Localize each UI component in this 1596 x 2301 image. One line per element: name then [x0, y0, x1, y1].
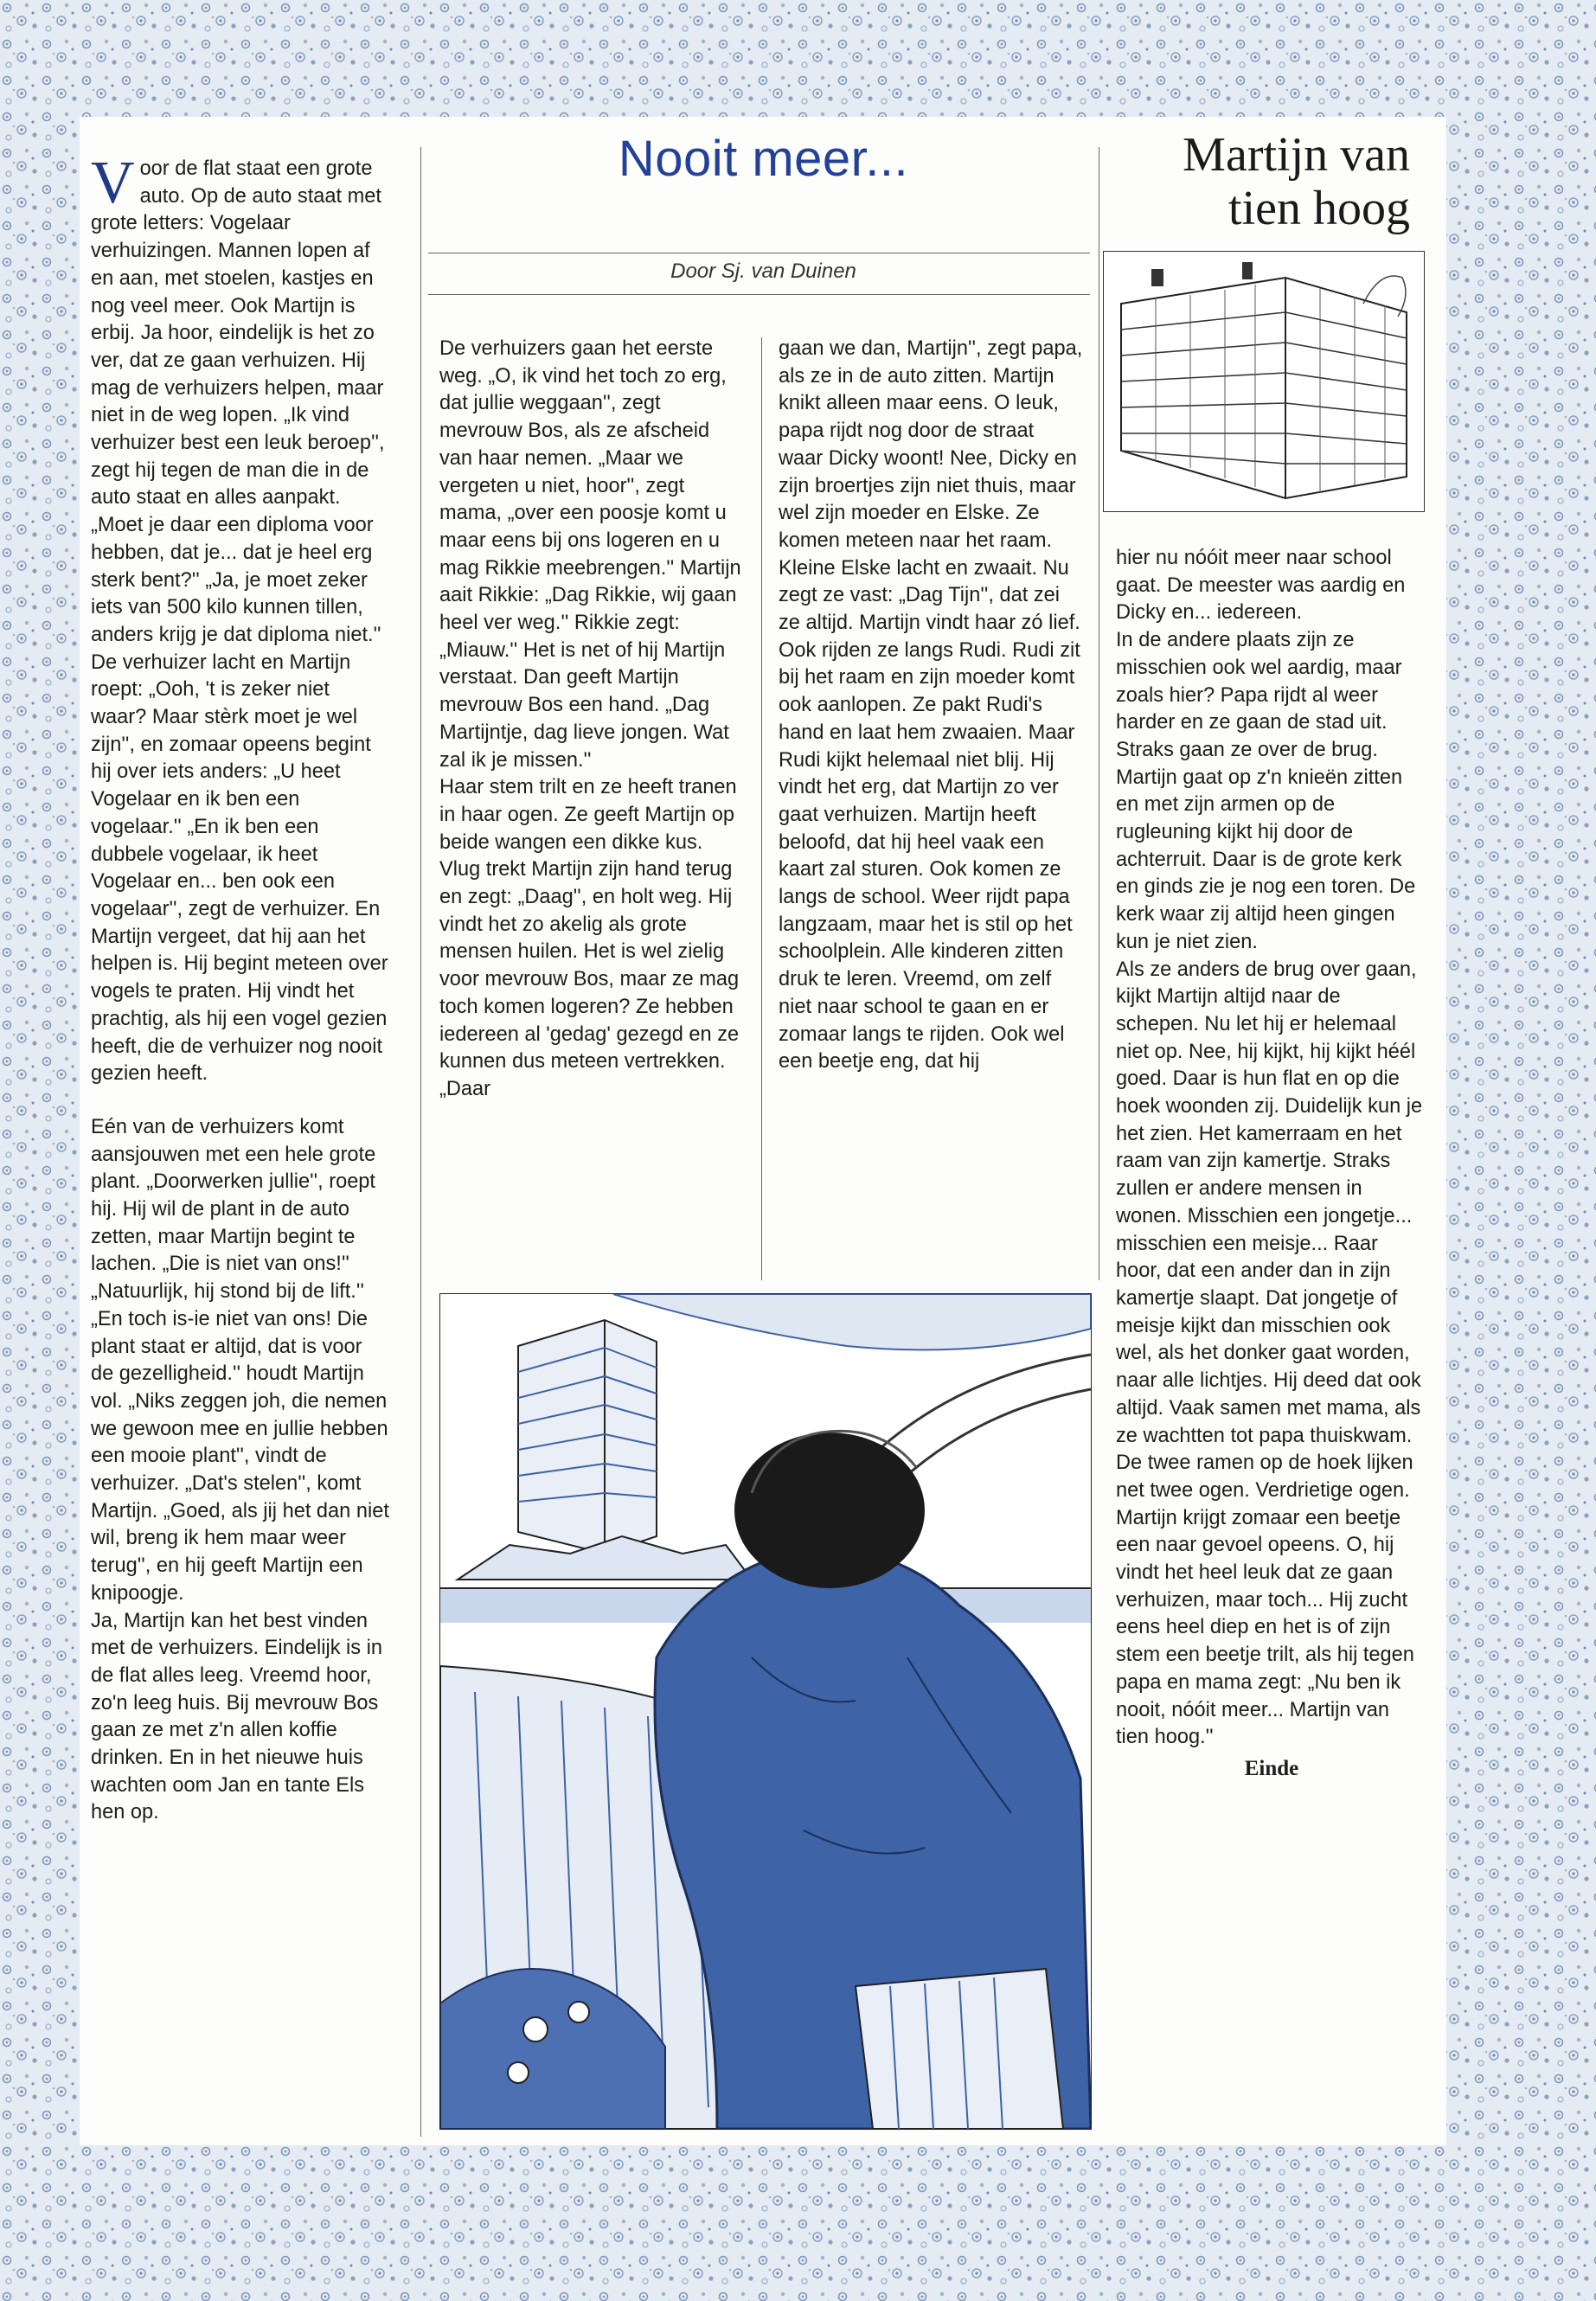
paragraph: hier nu nóóit meer naar school gaat. De meester was aardig en Dicky en... iedereen.: [1116, 547, 1406, 625]
story-title-line1: Martijn van: [1183, 128, 1410, 182]
ending-label: Einde: [1244, 1756, 1299, 1780]
column-3: [779, 336, 1083, 1076]
byline-bottom-rule: [428, 294, 1090, 295]
headline: Nooit meer...: [618, 131, 909, 187]
paragraph: gaan we dan, Martijn'', zegt papa, als ze in de auto zitten. Martijn knikt alleen maar eens. O leuk, papa rijdt nog door de straat waar Dicky woont! Nee, Dicky en zijn broertjes zijn niet thuis, maar wel zijn moeder en Elske. Ze komen meteen naar het raam. Kleine Elske lacht en zwaait. Nu zegt ze vast: „Dag Tijn'', dat zei ze altijd. Martijn vindt haar zó lief. Ook rijden ze langs Rudi. Rudi zit bij het raam en zijn moeder komt ook aanlopen. Ze pakt Rudi's hand en laat hem zwaaien. Maar Rudi kijkt helemaal niet blij. Hij vindt het erg, dat Martijn zo ver gaat verhuizen. Martijn heeft beloofd, dat hij heel vaak een kaart zal sturen. Ook komen ze langs de school. Weer rijdt papa langzaam, maar het is stil op het schoolplein. Alle kinderen zitten druk te leren. Vreemd, om zelf niet naar school te gaan en er zomaar langs te rijden. Ook wel een beetje eng, dat hij: [779, 337, 1083, 1074]
paragraph: Als ze anders de brug over gaan, kijkt Martijn altijd naar de schepen. Nu let hij er helemaal niet op. Nee, hij kijkt, hij kijkt héél goed. Daar is hun flat en op die hoek woonden zij. Duidelijk kun je het zien. Het kamerraam en het raam van zijn kamertje. Straks zullen er andere mensen in wonen. Misschien een jongetje... misschien een meisje... Raar hoor, dat een ander dan in zijn kamertje slaapt. Dat jongetje of meisje kijkt dan misschien ook wel, als het donker gaat worden, naar alle lichtjes. Hij deed dat ook altijd. Vaak samen met mama, als ze wachtten tot papa thuiskwam. De twee ramen op de hoek lijken net twee ogen. Verdrietige ogen. Martijn krijgt zomaar een beetje een naar gevoel opeens. O, hij vindt het heel leuk dat ze gaan verhuizen, maar toch... Hij zucht eens heel diep en het is of zijn stem een beetje trilt, als hij tegen papa en mama zegt: „Nu ben ik nooit, nóóit meer... Martijn van tien hoog.'': [1116, 958, 1423, 1749]
paragraph: Haar stem trilt en ze heeft tranen in haar ogen. Ze geeft Martijn op beide wangen een dikke kus. Vlug trekt Martijn zijn hand terug en zegt: „Daag'', en holt weg. Hij vindt het zo akelig als grote mensen huilen. Het is wel zielig voor mevrouw Bos, maar ze mag toch komen logeren? Ze hebben iedereen al 'gedag' gezegd en ze kunnen dus meteen vertrekken. „Daar: [439, 776, 740, 1100]
paragraph: Eén van de verhuizers komt aansjouwen met een hele grote plant. „Doorwerken jullie'', roept hij. Hij wil de plant in de auto zetten, maar Martijn begint te lachen. „Die is niet van ons!'' „Natuurlijk, hij stond bij de lift.'' „En toch is-ie niet van ons! Die plant staat er altijd, dat is voor de gezelligheid.'' houdt Martijn vol. „Niks zeggen joh, die nemen we gewoon mee en jullie hebben een mooie plant'', vindt de verhuizer. „Dat's stelen'', komt Martijn. „Goed, als jij het dan niet wil, breng ik hem maar weer terug'', en hij geeft Martijn een knipoogje.: [91, 1115, 389, 1605]
paragraph: Ja, Martijn kan het best vinden met de verhuizers. Eindelijk is in de flat alles leeg. Vreemd hoor, zo'n leeg huis. Bij mevrouw Bos gaan ze met z'n allen koffie drinken. En in het nieuwe huis wachten oom Jan en tante Els hen op.: [91, 1609, 383, 1824]
byline: Door Sj. van Duinen: [670, 260, 856, 283]
story-title: [1099, 128, 1410, 235]
column-rule-1: [420, 147, 421, 2137]
column-2: [439, 336, 742, 1104]
paragraph: In de andere plaats zijn ze misschien ook wel aardig, maar zoals hier? Papa rijdt al weer harder en ze gaan de stad uit. Straks gaan ze over de brug. Martijn gaat op z'n knieën zitten en met zijn armen op de rugleuning kijkt hij door de achterruit. Daar is de grote kerk en ginds zie je nog een toren. De kerk waar zij altijd heen gingen kun je niet zien.: [1116, 629, 1416, 953]
building-illustration: [1103, 251, 1425, 512]
drop-cap: V: [91, 150, 135, 216]
paragraph: De verhuizers gaan het eerste weg. „O, ik vind het toch zo erg, dat jullie weggaan'', zegt mevrouw Bos, als ze afscheid van haar nemen. „Maar we vergeten u niet, hoor'', zegt mama, „over een poosje komt u maar eens bij ons logeren en u mag Rikkie meebrengen.'' Martijn aait Rikkie: „Dag Rikkie, wij gaan heel ver weg.'' Rikkie zegt: „Miauw.'' Het is net of hij Martijn verstaat. Dan geeft Martijn mevrouw Bos een hand. „Dag Martijntje, dag lieve jongen. Wat zal ik je missen.'': [439, 337, 741, 772]
story-title-line2: tien hoog: [1228, 182, 1410, 235]
column-rule-2: [761, 337, 762, 1280]
paragraph: Voor de flat staat een grote auto. Op de auto staat met grote letters: Vogelaar verhuizingen. Mannen lopen af en aan, met stoelen, kastjes en nog veel meer. Ook Martijn is erbij. Ja hoor, eindelijk is het zo ver, dat ze gaan verhuizen. Hij mag de verhuizers helpen, maar niet in de weg lopen. „Ik vind verhuizer best een leuk beroep'', zegt hij tegen de man die in de auto staat en alles aanpakt. „Moet je daar een diploma voor hebben, dat je... dat je heel erg sterk bent?'' „Ja, je moet zeker iets van 500 kilo kunnen tillen, anders krijg je dat diploma niet.'' De verhuizer lacht en Martijn roept: „Ooh, 't is zeker niet waar? Maar stèrk moet je wel zijn'', en zomaar opeens begint hij over iets anders: „U heet Vogelaar en ik ben een vogelaar.'' „En ik ben een dubbele vogelaar, ik heet Vogelaar en... ben ook een vogelaar'', zegt de verhuizer. En Martijn vergeet, dat hij aan het helpen is. Hij begint meteen over vogels te praten. Hij vindt het prachtig, als hij een vogel gezien heeft, die de verhuizer nog nooit gezien heeft.: [91, 150, 388, 1086]
column-4: [1116, 545, 1427, 1783]
column-1: [91, 150, 389, 1827]
boy-looking-at-flat-illustration: [439, 1293, 1092, 2130]
